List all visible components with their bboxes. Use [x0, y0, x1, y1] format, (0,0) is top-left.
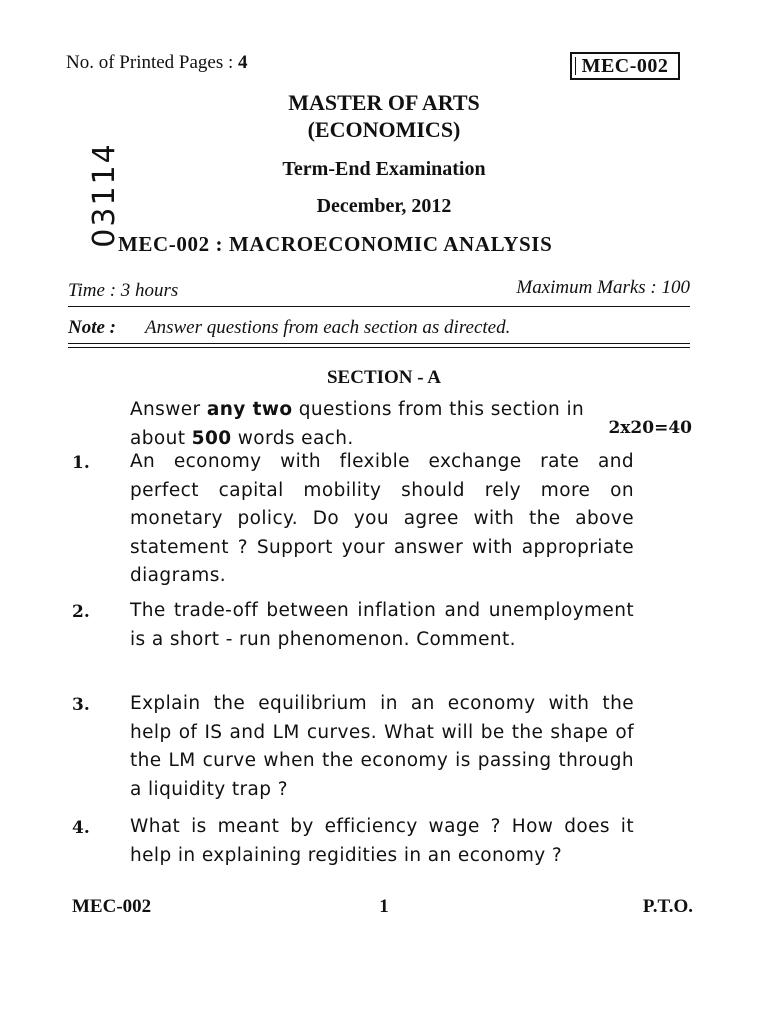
- section-heading: SECTION - A: [326, 367, 442, 388]
- section-instruction: Answer any two questions from this section in about 500 words each.: [130, 399, 585, 449]
- time-allowed: Time : 3 hours: [68, 280, 179, 301]
- divider-double-a: [68, 343, 690, 344]
- subject-title: (ECONOMICS): [307, 117, 461, 142]
- please-turn-over: P.T.O.: [642, 896, 693, 917]
- exam-date: December, 2012: [316, 195, 452, 217]
- divider-top: [68, 306, 690, 307]
- printed-pages-line: [66, 52, 248, 74]
- degree-title: MASTER OF ARTS: [288, 90, 480, 115]
- serial-number: 03114: [87, 142, 122, 248]
- question-text: The trade-off between inflation and unemployment is a short - run phenomenon. Comment.: [130, 600, 634, 650]
- note-text: Answer questions from each section as directed.: [145, 317, 511, 338]
- question-text: Explain the equilibrium in an economy with the help of IS and LM curves. What will be the shape of the LM curve when the economy is passing through a liquidity trap ?: [130, 693, 634, 800]
- course-code-box: MEC-002: [570, 52, 680, 80]
- question-number: 4.: [72, 818, 90, 838]
- question-text: An economy with flexible exchange rate and perfect capital mobility should rely more on monetary policy. Do you agree with the above statement ? Support your answer with appropriate diagrams.: [130, 451, 634, 586]
- question-number: 3.: [72, 695, 90, 715]
- exam-title: Term-End Examination: [282, 158, 486, 180]
- divider-double-b: [68, 347, 690, 348]
- note-label: Note :: [68, 317, 117, 338]
- maximum-marks: Maximum Marks : 100: [516, 277, 690, 298]
- printed-pages-label: No. of Printed Pages :: [66, 52, 234, 73]
- question-number: 2.: [72, 602, 90, 622]
- printed-pages-count: 4: [238, 52, 248, 73]
- course-title: MEC-002 : MACROECONOMIC ANALYSIS: [118, 232, 553, 256]
- question-number: 1.: [72, 453, 90, 473]
- question-text: What is meant by efficiency wage ? How does it help in explaining regidities in an economy ?: [130, 816, 634, 866]
- page-number: 1: [379, 896, 389, 917]
- footer-course-code: MEC-002: [72, 896, 152, 917]
- marks-scheme: 2x20=40: [608, 418, 692, 438]
